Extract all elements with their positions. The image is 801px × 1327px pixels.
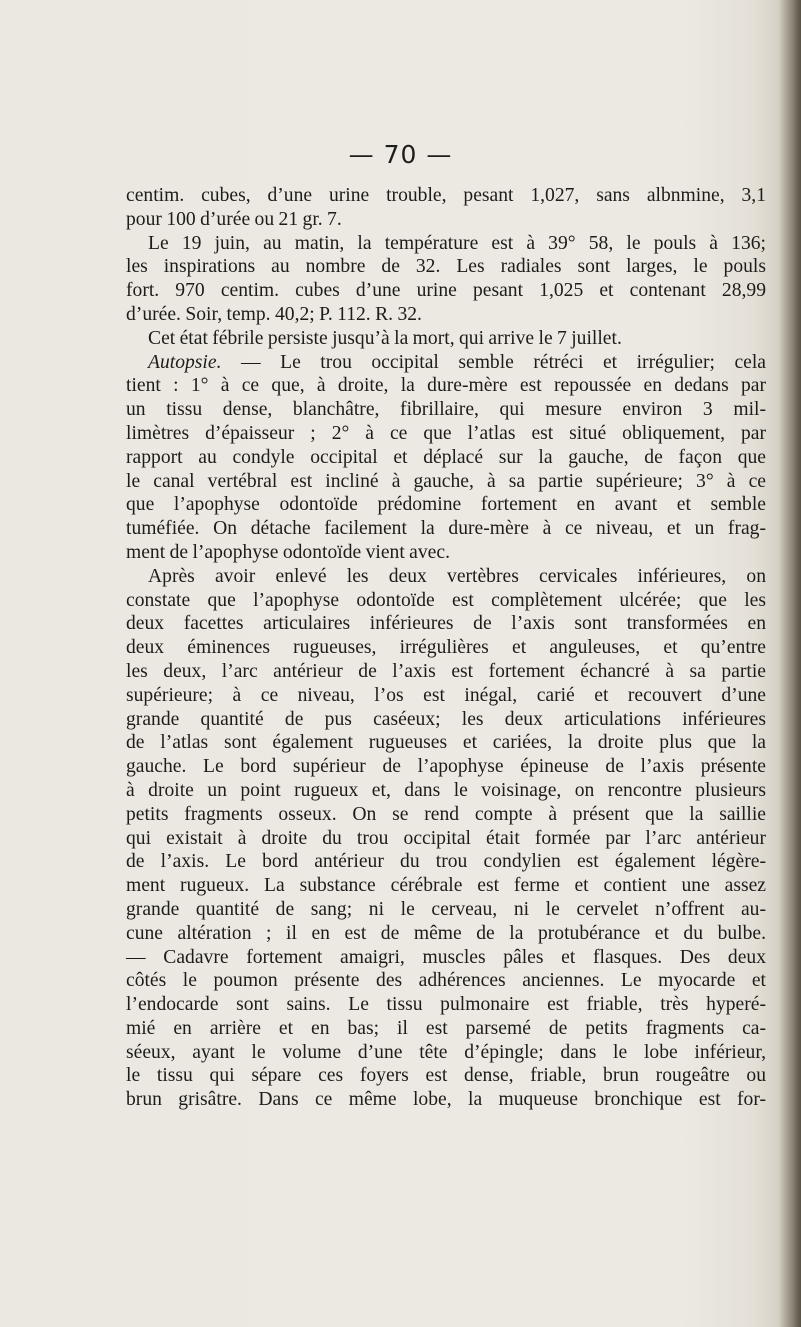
text-line: gauche. Le bord supérieur de l’apophyse épineuse de l’axis présente bbox=[126, 756, 766, 778]
text-line: supérieure; à ce niveau, l’os est inégal, carié et recouvert d’une bbox=[126, 684, 766, 706]
text-line: — Cadavre fortement amaigri, muscles pâles et flasques. Des deux bbox=[126, 946, 766, 968]
text-line: brun grisâtre. Dans ce même lobe, la muqueuse bronchique est for- bbox=[126, 1089, 766, 1111]
text-line: côtés le poumon présente des adhérences anciennes. Le myocarde et bbox=[126, 970, 766, 992]
text-line: qui existait à droite du trou occipital était formée par l’arc antérieur bbox=[126, 827, 766, 849]
text-line: constate que l’apophyse odontoïde est complètement ulcérée; que les bbox=[126, 589, 766, 611]
text-line: tient : 1° à ce que, à droite, la dure-mère est repoussée en dedans par bbox=[126, 375, 766, 397]
text-line: à droite un point rugueux et, dans le voisinage, on rencontre plusieurs bbox=[126, 779, 766, 801]
section-heading-italic: Autopsie. bbox=[148, 351, 222, 373]
text-line: un tissu dense, blanchâtre, fibrillaire, qui mesure environ 3 mil- bbox=[126, 399, 766, 421]
spine-shadow bbox=[779, 0, 801, 1327]
text-line: tuméfiée. On détache facilement la dure-mère à ce niveau, et un frag- bbox=[126, 518, 766, 540]
text-line: les deux, l’arc antérieur de l’axis est fortement échancré à sa partie bbox=[126, 660, 766, 682]
text-line: le canal vertébral est incliné à gauche, à sa partie supérieure; 3° à ce bbox=[126, 470, 766, 492]
page-number: — 70 — bbox=[348, 140, 453, 169]
text-line: mié en arrière et en bas; il est parsemé de petits fragments ca- bbox=[126, 1017, 766, 1039]
text-line: deux facettes articulaires inférieures de l’axis sont transformées en bbox=[126, 613, 766, 635]
text-line: petits fragments osseux. On se rend compte à présent que la saillie bbox=[126, 803, 766, 825]
text-line: que l’apophyse odontoïde prédomine fortement en avant et semble bbox=[126, 494, 766, 516]
text-line: Cet état fébrile persiste jusqu’à la mort, qui arrive le 7 juillet. bbox=[148, 327, 622, 349]
text-line: le tissu qui sépare ces foyers est dense, friable, brun rougeâtre ou bbox=[126, 1065, 766, 1087]
text-line: cune altération ; il en est de même de la protubérance et du bulbe. bbox=[126, 922, 766, 944]
text-line: l’endocarde sont sains. Le tissu pulmonaire est friable, très hyperé- bbox=[126, 994, 766, 1016]
text-line: de l’atlas sont également rugueuses et cariées, la droite plus que la bbox=[126, 732, 766, 754]
text-line: limètres d’épaisseur ; 2° à ce que l’atlas est situé obliquement, par bbox=[126, 422, 766, 444]
text-line: centim. cubes, d’une urine trouble, pesant 1,027, sans albnmine, 3,1 bbox=[126, 185, 766, 206]
text-line: grande quantité de sang; ni le cerveau, ni le cervelet n’offrent au- bbox=[126, 898, 766, 920]
text-line: ment de l’apophyse odontoïde vient avec. bbox=[126, 541, 450, 563]
text-line: rapport au condyle occipital et déplacé sur la gauche, de façon que bbox=[126, 446, 766, 468]
text-line: de l’axis. Le bord antérieur du trou condylien est également légère- bbox=[126, 851, 766, 873]
text-line: deux éminences rugueuses, irrégulières et anguleuses, et qu’entre bbox=[126, 637, 766, 659]
text-line: Après avoir enlevé les deux vertèbres cervicales inférieures, on bbox=[148, 565, 766, 587]
text-line: ment rugueux. La substance cérébrale est ferme et contient une assez bbox=[126, 875, 766, 897]
text-line: d’urée. Soir, temp. 40,2; P. 112. R. 32. bbox=[126, 303, 422, 325]
text-line: grande quantité de pus caséeux; les deux articulations inférieures bbox=[126, 708, 766, 730]
text-line: séeux, ayant le volume d’une tête d’épingle; dans le lobe inférieur, bbox=[126, 1041, 766, 1063]
text-line: Autopsie. — Le trou occipital semble rétréci et irrégulier; cela bbox=[148, 351, 766, 373]
text-line: fort. 970 centim. cubes d’une urine pesant 1,025 et contenant 28,99 bbox=[126, 280, 766, 302]
body-text bbox=[126, 184, 766, 1112]
text-line: pour 100 d’urée ou 21 gr. 7. bbox=[126, 208, 342, 230]
text-line: Le 19 juin, au matin, la température est à 39° 58, le pouls à 136; bbox=[148, 232, 766, 254]
text-line: les inspirations au nombre de 32. Les radiales sont larges, le pouls bbox=[126, 256, 766, 278]
